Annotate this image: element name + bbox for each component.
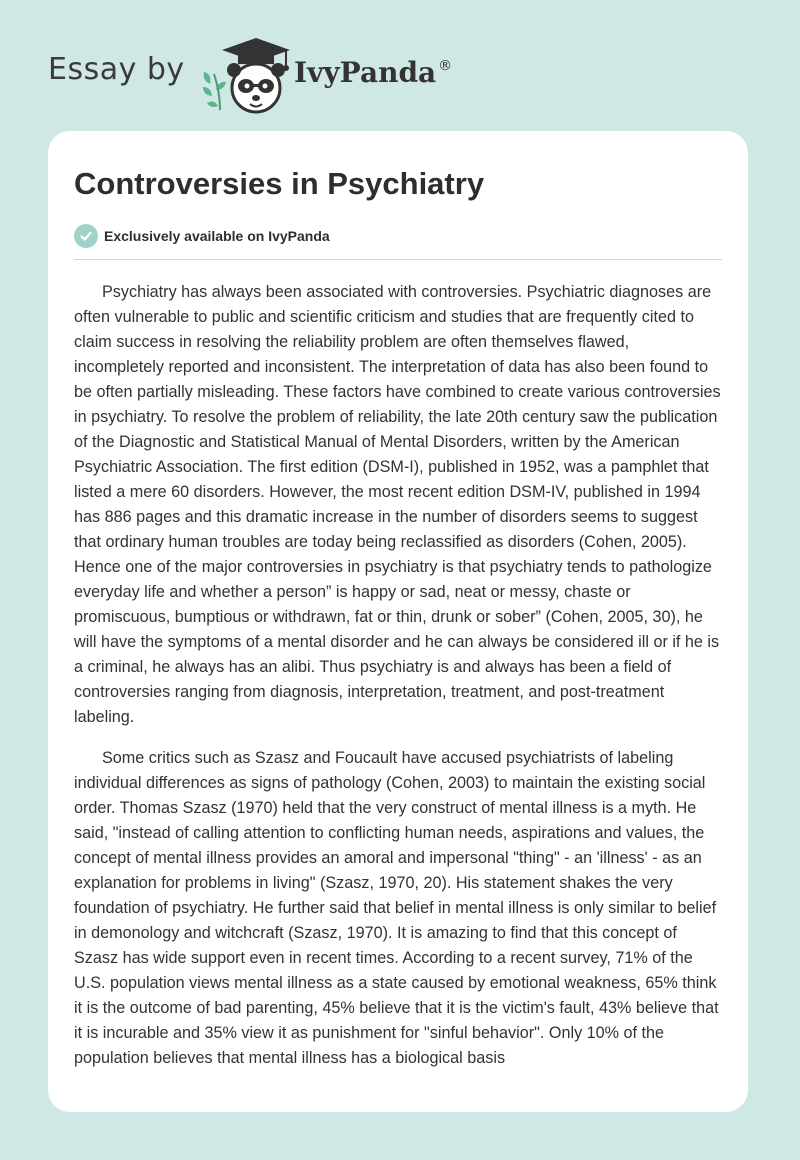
essay-by-label: Essay by [48,52,185,87]
essay-body [74,280,722,1071]
page-title: Controversies in Psychiatry [74,166,485,201]
paragraph: Psychiatry has always been associated with controversies. Psychiatric diagnoses are often vulnerable to public and scientific criticism and studies that are frequently cited to claim success in resolving the reliability problem are often themselves flawed, incompletely reported and inconsistent. The interpretation of data has also been found to be often partially misleading. These factors have combined to create various controversies in psychiatry. To resolve the problem of reliability, the late 20th century saw the publication of the Diagnostic and Statistical Manual of Mental Disorders, written by the American Psychiatric Association. The first edition (DSM-I), published in 1952, was a pamphlet that listed a mere 60 disorders. However, the most recent edition DSM-IV, published in 1994 has 886 pages and this dramatic increase in the number of disorders seems to suggest that ordinary human troubles are today being reclassified as disorders (Cohen, 2005). Hence one of the major controversies in psychiatry is that psychiatry tends to pathologize everyday life and whether a person” is happy or sad, neat or messy, chaste or promiscuous, bumptious or withdrawn, fat or thin, drunk or sober” (Cohen, 2005, 30), he will have the symptoms of a mental disorder and he can always be considered ill or if he is a criminal, he always has an alibi. Thus psychiatry is and always has been a field of controversies ranging from diagnosis, interpretation, treatment, and post-treatment labeling. [74,283,721,726]
check-icon [74,224,98,248]
site-header [48,34,508,114]
essay-card [48,131,748,1112]
registered-mark: ® [438,58,453,74]
paragraph: Some critics such as Szasz and Foucault have accused psychiatrists of labeling individual differences as signs of pathology (Cohen, 2003) to maintain the existing social order. Thomas Szasz (1970) held that the very construct of mental illness is a myth. He said, "instead of calling attention to conflicting human needs, aspirations and values, the concept of mental illness provides an amoral and impersonal "thing" - an 'illness' - as an explanation for problems in living" (Szasz, 1970, 20). His statement shakes the very foundation of psychiatry. He further said that belief in mental illness is only similar to belief in demonology and witchcraft (Szasz, 1970). It is amazing to find that this concept of Szasz has wide support even in recent times. According to a recent survey, 71% of the U.S. population views mental illness as a state caused by emotional weakness, 65% think it is the outcome of bad parenting, 45% believe that it is the victim's fault, 43% believe that it is incurable and 35% view it as punishment for "sinful behavior". Only 10% of the population believes that mental illness has a biological basis [74,749,719,1067]
panda-graduate-icon[interactable] [200,34,296,114]
exclusive-badge-label: Exclusively available on IvyPanda [104,228,330,244]
brand-name[interactable]: IvyPanda ® [294,56,453,89]
exclusive-badge [74,223,722,249]
divider [74,259,722,260]
